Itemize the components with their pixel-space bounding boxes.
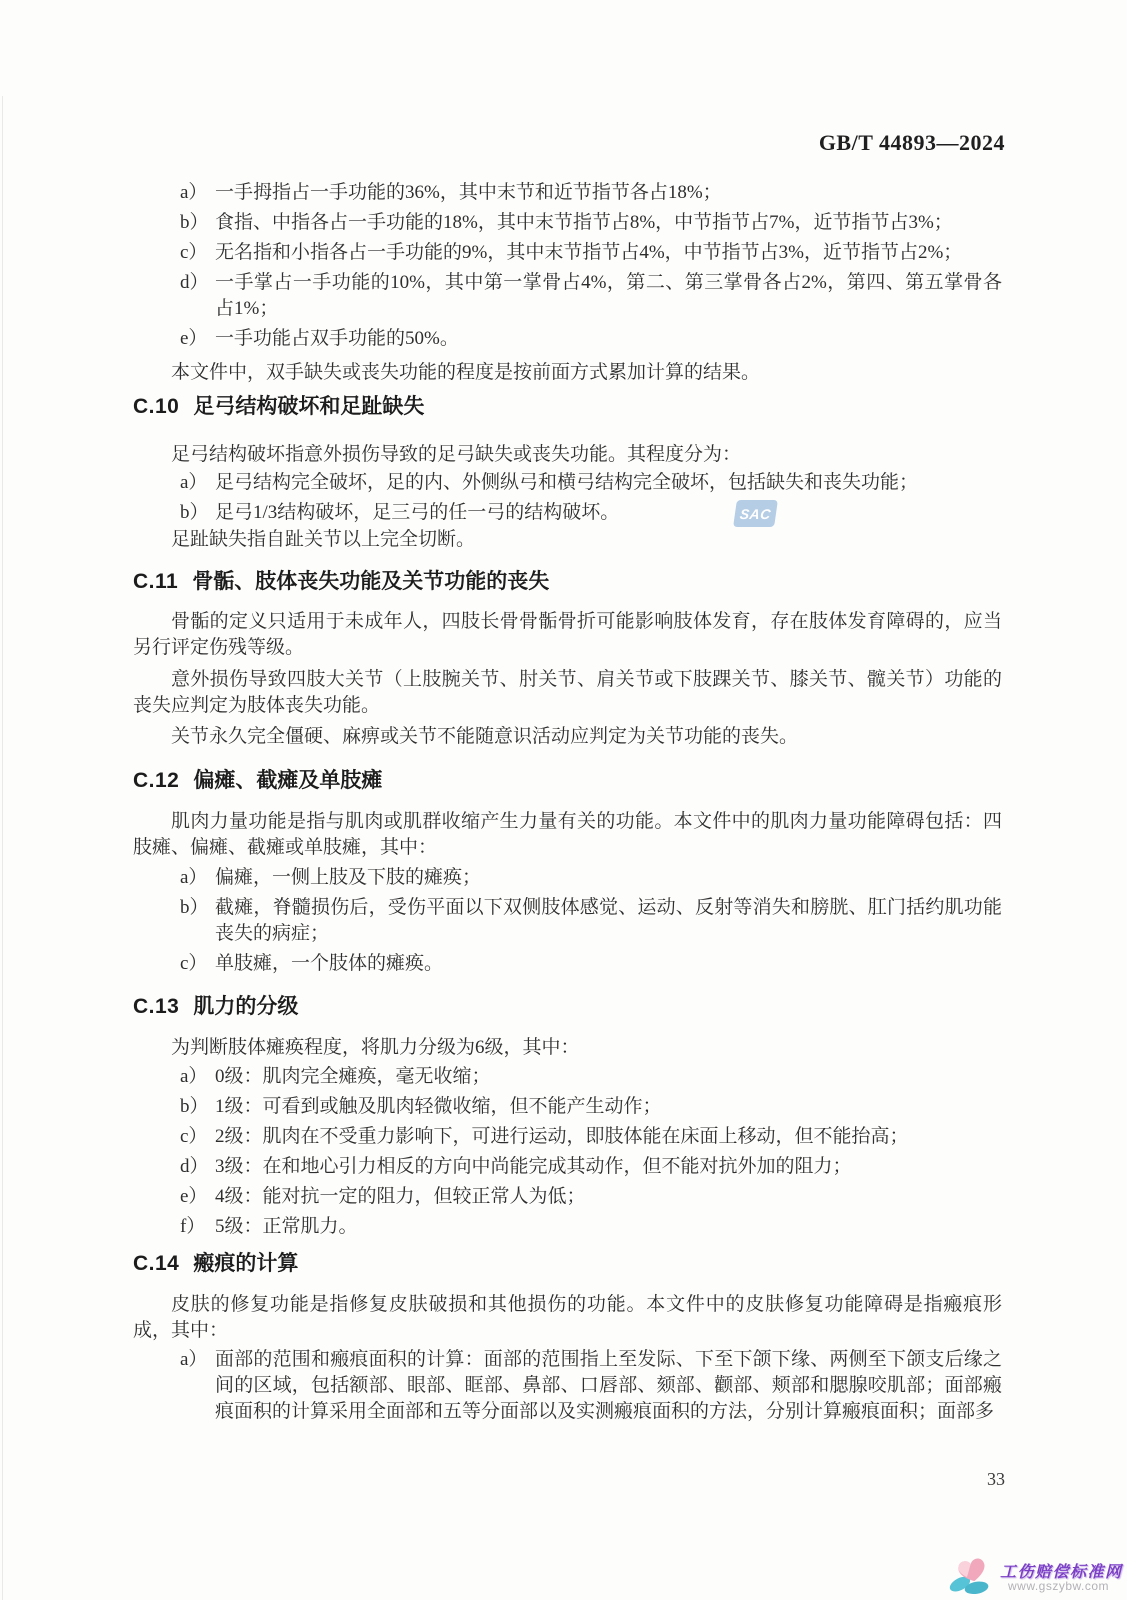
list-marker: b）: [180, 1096, 209, 1117]
list-marker: c）: [180, 1126, 208, 1147]
list-item: [133, 1347, 1002, 1425]
section-title: 瘢痕的计算: [193, 1252, 299, 1275]
paragraph: 骨骺的定义只适用于未成年人，四肢长骨骨骺骨折可能影响肢体发育，存在肢体发育障碍的，应当另行评定伤残等级。: [133, 611, 1002, 658]
list-item: [133, 865, 1002, 891]
section-title: 骨骺、肢体丧失功能及关节功能的丧失: [192, 570, 550, 593]
list-item-text: 3级：在和地心引力相反的方向中尚能完成其动作，但不能对抗外加的阻力；: [215, 1156, 852, 1177]
list-item: [133, 326, 1002, 352]
list-item: [133, 1064, 1002, 1090]
paragraph: 足趾缺失指自趾关节以上完全切断。: [171, 529, 476, 550]
list-marker: c）: [180, 953, 208, 974]
page-content: [133, 180, 1002, 1425]
list-item-text: 4级：能对抗一定的阻力，但较正常人为低；: [215, 1186, 586, 1207]
list-marker: d）: [180, 1156, 209, 1177]
list-marker: b）: [180, 212, 209, 233]
list-item-text: 食指、中指各占一手功能的18%，其中末节指节占8%，中节指节占7%，近节指节占3%；: [215, 212, 953, 233]
section-heading-c11: [133, 569, 1002, 595]
list-item-text: 截瘫，脊髓损伤后，受伤平面以下双侧肢体感觉、运动、反射等消失和膀胱、肛门括约肌功能丧失的病症；: [215, 897, 1002, 944]
list-item: [133, 500, 1002, 526]
section-number: C.12: [133, 769, 180, 792]
section-number: C.13: [133, 995, 180, 1018]
list-item: [133, 1184, 1002, 1210]
section-heading-c10: [133, 394, 1002, 420]
list-item-text: 足弓1/3结构破坏，足三弓的任一弓的结构破坏。: [215, 502, 620, 523]
list-marker: b）: [180, 897, 209, 918]
list-item: [133, 1094, 1002, 1120]
section-heading-c12: [133, 768, 1002, 794]
section-title: 足弓结构破坏和足趾缺失: [193, 395, 425, 418]
section-title: 偏瘫、截瘫及单肢瘫: [193, 769, 383, 792]
list-marker: a）: [180, 472, 208, 493]
list-item-text: 2级：肌肉在不受重力影响下，可进行运动，即肢体能在床面上移动，但不能抬高；: [215, 1126, 909, 1147]
list-item-text: 无名指和小指各占一手功能的9%，其中末节指节占4%，中节指节占3%，近节指节占2%；: [215, 242, 963, 263]
site-url: www.gszybw.com: [1008, 1579, 1110, 1593]
list-marker: a）: [180, 1349, 208, 1370]
site-watermark: [948, 1549, 1124, 1597]
list-item: [133, 180, 1002, 206]
list-marker: e）: [180, 1186, 208, 1207]
list-item: [133, 210, 1002, 236]
sac-watermark: [733, 500, 778, 527]
list-item-text: 一手功能占双手功能的50%。: [215, 328, 459, 349]
list-marker: a）: [180, 867, 208, 888]
paragraph: 足弓结构破坏指意外损伤导致的足弓缺失或丧失功能。其程度分为：: [171, 444, 742, 465]
list-marker: c）: [180, 242, 208, 263]
list-item: [133, 1124, 1002, 1150]
list-marker: b）: [180, 502, 209, 523]
sac-logo-text: SAC: [738, 505, 773, 522]
site-name: 工伤赔偿标准网: [1000, 1564, 1123, 1581]
list-item-text: 足弓结构完全破坏，足的内、外侧纵弓和横弓结构完全破坏，包括缺失和丧失功能；: [215, 472, 919, 493]
paragraph: 意外损伤导致四肢大关节（上肢腕关节、肘关节、肩关节或下肢踝关节、膝关节、髋关节）功能的丧失应判定为肢体丧失功能。: [133, 669, 1002, 716]
list-item: [133, 470, 1002, 496]
list-marker: d）: [180, 272, 209, 293]
list-item: [133, 951, 1002, 977]
section-title: 肌力的分级: [193, 995, 299, 1018]
list-item-text: 5级：正常肌力。: [215, 1216, 358, 1237]
list-item-text: 一手掌占一手功能的10%，其中第一掌骨占4%，第二、第三掌骨各占2%，第四、第五掌骨各占1%；: [215, 272, 1002, 319]
list-item-text: 面部的范围和瘢痕面积的计算：面部的范围指上至发际、下至下颌下缘、两侧至下颌支后缘之间的区域，包括额部、眼部、眶部、鼻部、口唇部、颏部、颧部、颊部和腮腺咬肌部；面部瘢痕面积的计算采用全面部和五等分面部以及实测瘢痕面积的方法，分别计算瘢痕面积；面部多: [215, 1349, 1002, 1422]
page-number: 33: [987, 1469, 1005, 1489]
list-item-text: 1级：可看到或触及肌肉轻微收缩，但不能产生动作；: [215, 1096, 662, 1117]
paragraph: 关节永久完全僵硬、麻痹或关节不能随意识活动应判定为关节功能的丧失。: [171, 726, 799, 747]
section-heading-c13: [133, 994, 1002, 1020]
section-number: C.10: [133, 395, 180, 418]
list-marker: a）: [180, 182, 208, 203]
paragraph: 肌肉力量功能是指与肌肉或肌群收缩产生力量有关的功能。本文件中的肌肉力量功能障碍包括：四肢瘫、偏瘫、截瘫或单肢瘫，其中：: [133, 811, 1002, 858]
paragraph: 本文件中，双手缺失或丧失功能的程度是按前面方式累加计算的结果。: [171, 362, 761, 383]
list-marker: f）: [180, 1216, 206, 1237]
paragraph: 为判断肢体瘫痪程度，将肌力分级为6级，其中：: [171, 1037, 580, 1058]
scan-edge-line: [2, 96, 3, 1600]
list-item: [133, 1214, 1002, 1240]
list-item: [133, 1154, 1002, 1180]
list-item-text: 单肢瘫，一个肢体的瘫痪。: [215, 953, 444, 974]
list-marker: a）: [180, 1066, 208, 1087]
list-item-text: 0级：肌肉完全瘫痪，毫无收缩；: [215, 1066, 491, 1087]
section-number: C.11: [133, 570, 179, 593]
list-item-text: 一手拇指占一手功能的36%，其中末节和近节指节各占18%；: [215, 182, 722, 203]
doc-number: GB/T 44893—2024: [818, 130, 1005, 155]
list-item-text: 偏瘫，一侧上肢及下肢的瘫痪；: [215, 867, 482, 888]
list-item: [133, 895, 1002, 947]
list-marker: e）: [180, 328, 208, 349]
list-item: [133, 270, 1002, 322]
butterfly-heart-icon: [948, 1551, 994, 1597]
paragraph: 皮肤的修复功能是指修复皮肤破损和其他损伤的功能。本文件中的皮肤修复功能障碍是指瘢痕形成，其中：: [133, 1294, 1002, 1341]
list-item: [133, 240, 1002, 266]
section-heading-c14: [133, 1251, 1002, 1277]
section-number: C.14: [133, 1252, 180, 1275]
